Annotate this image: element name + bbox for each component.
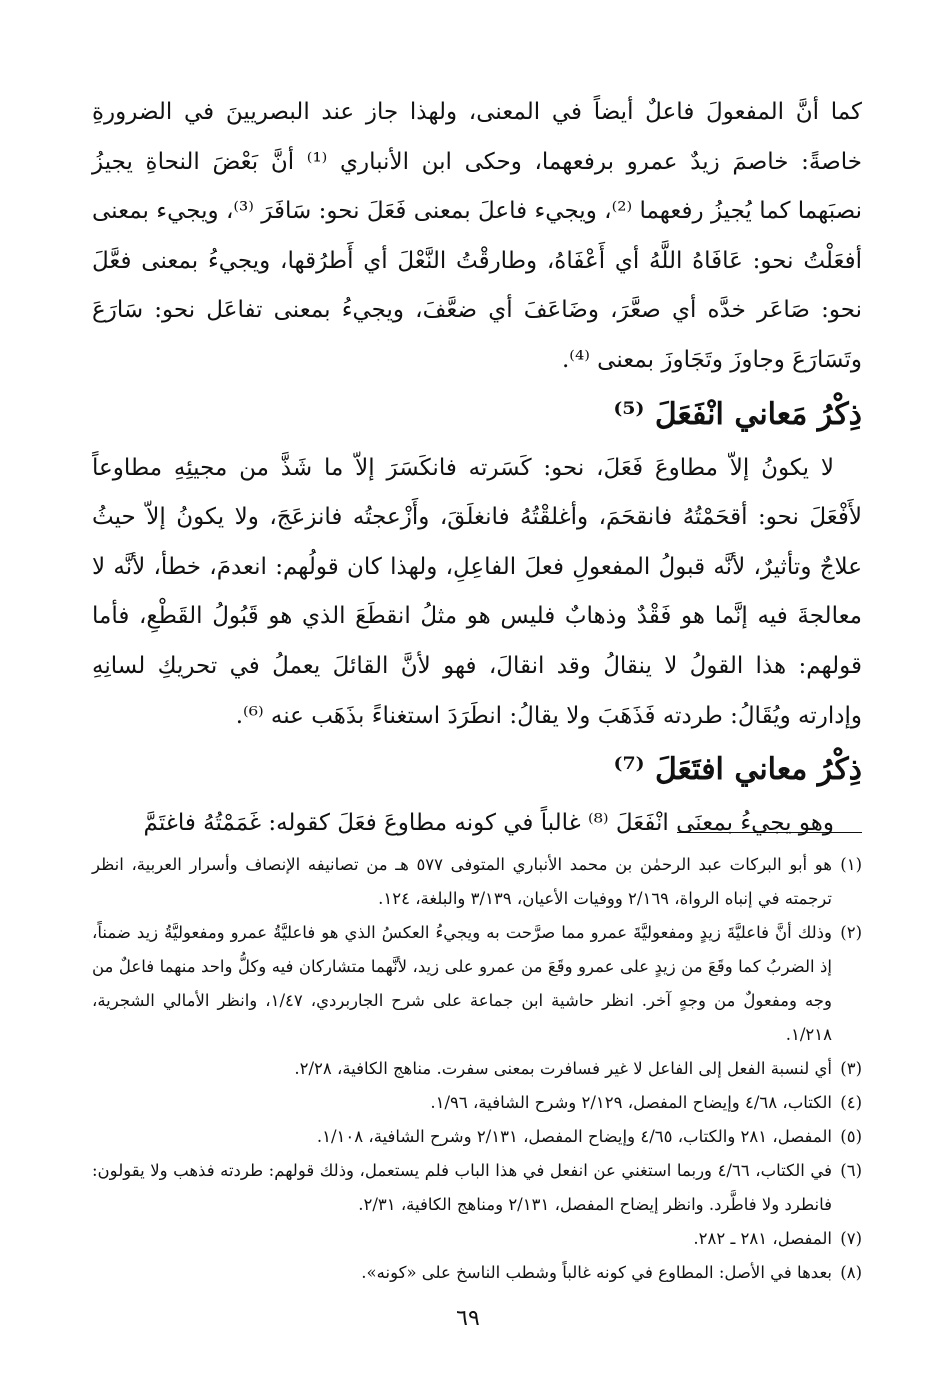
paragraph-infa-ala: لا يكونُ إلاّ مطاوعَ فَعَلَ، نحو: كَسَرته فانكَسَرَ إلاّ ما شَذَّ من مجيئِهِ مطاوعاً لأَفْعَلَ نحو: أقحَمْتُهُ فانقحَمَ، وأغلقْتُهُ فانغلَقَ، وأَزْعجتُه فانزعَجَ، ولا يكونُ إلاّ حيثُ علاجٌ وتأثيرٌ، لأنَّه قبولُ المفعولِ فعلَ الفاعِلِ، ولهذا كان قولُهم: انعدمَ، خطأ، لأنَّه لا معالجةَ فيه إنَّما هو فَقْدٌ وذهابٌ فليس هو مثلُ انقطَعَ الذي هو قَبُولُ القَطْعِ، فأما قولهم: هذا القولُ لا ينقالُ وقد انقالَ، فهو لأنَّ القائلَ يعملُ في تحريكِ لسانِهِ وإدارته ويُقَالُ: طردته فَذَهَبَ ولا يقالُ: انطَرَدَ استغناءً بذَهَب عنه ⁽⁶⁾. xyxy=(92,454,862,729)
footnote-8 xyxy=(92,1256,862,1290)
footnote-number: (٢) xyxy=(840,923,862,942)
footnote-text: المفصل، ٢٨١ ـ ٢٨٢. xyxy=(693,1229,832,1248)
section-heading-infa-ala: ذِكْرُ مَعاني انْفَعَلَ ⁽⁵⁾ xyxy=(613,396,862,432)
footnote-text: بعدها في الأصل: المطاوع في كونه غالباً وشطب الناسخ على «كونه». xyxy=(361,1263,832,1282)
footnote-7 xyxy=(92,1222,862,1256)
footnote-text: الكتاب، ٤/٦٨ وإيضاح المفصل، ٢/١٢٩ وشرح الشافية، ١/٩٦. xyxy=(430,1093,832,1112)
footnote-text: هو أبو البركات عبد الرحمٰن بن محمد الأنباري المتوفى ٥٧٧ هـ من تصانيفه الإنصاف وأسرار العربية، انظر ترجمته في إنباه الرواة، ٢/١٦٩ ووفيات الأعيان، ٣/١٣٩ والبلغة، ١٢٤. xyxy=(92,855,832,908)
footnote-text: المفصل، ٢٨١ والكتاب، ٤/٦٥ وإيضاح المفصل، ٢/١٣١ وشرح الشافية، ١/١٠٨. xyxy=(316,1127,832,1146)
footnote-separator xyxy=(677,832,862,833)
footnote-1 xyxy=(92,848,862,916)
footnote-number: (٧) xyxy=(840,1229,862,1248)
footnote-text: أي لنسبة الفعل إلى الفاعل لا غير فسافرت بمعنى سفرت. مناهج الكافية، ٢/٢٨. xyxy=(294,1059,832,1078)
paragraph-ifta-ala: وهو يجيءُ بمعنَى انْفَعَلَ ⁽⁸⁾ غالباً في كونه مطاوعَ فعَلَ كقوله: غَمَمْتُهُ فاغتَمَّ xyxy=(143,810,834,837)
paragraph-faa-ala-meanings: كما أنَّ المفعولَ فاعلٌ أيضاً في المعنى، ولهذا جاز عند البصريينَ في الضرورةِ خاصةً: خاصمَ زيدٌ عمرو برفعهما، وحكى ابن الأنباري ⁽¹⁾ أنَّ بَعْضَ النحاةِ يجيزُ نصبَهما كما يُجيزُ رفعهما ⁽²⁾، ويجيء فاعلَ بمعنى فَعَلَ نحو: سَافَرَ ⁽³⁾، ويجيء بمعنى أفعَلْتُ نحو: عَافَاهُ اللَّهُ أي أَعْفَاهُ، وطارقْتُ النَّعْلَ أي أَطرُقها، ويجيءُ بمعنى فعَّلَ نحو: صَاعَر خدَّه أي صعَّرَ، وضَاعَفَ أي ضعَّفَ، ويجيءُ بمعنى تفاعَل نحو: سَارَعَ وتَسَارَعَ وجاوزَ وتَجَاوزَ بمعنى ⁽⁴⁾. xyxy=(92,99,862,373)
footnote-3 xyxy=(92,1052,862,1086)
footnote-number: (٥) xyxy=(840,1127,862,1146)
footnote-text: وذلك أنَّ فاعليَّةَ زيدٍ ومفعوليَّةَ عمرو مما صرَّحت به ويجيءُ العكسُ الذي هو فاعليَّةُ عمرو ومفعوليَّةُ زيد ضمناً، إذ الضربُ كما وقَعَ من زيدٍ على عمرو وقَعَ من عمرو على زيد، لأنَّهما متشاركان فيه وكلُّ واحد منهما فاعلٌ من وجه ومفعولٌ من وجهٍ آخر. انظر حاشية ابن جماعة على شرح الجاربردي، ١/٤٧، وانظر الأمالي الشجرية، ١/٢١٨. xyxy=(92,923,832,1044)
footnote-4 xyxy=(92,1086,862,1120)
footnote-number: (٣) xyxy=(840,1059,862,1078)
main-text xyxy=(92,88,862,849)
page-number: ٦٩ xyxy=(456,1306,480,1331)
footnote-number: (٤) xyxy=(840,1093,862,1112)
footnote-2 xyxy=(92,916,862,1052)
footnote-number: (١) xyxy=(840,855,862,874)
footnote-number: (٦) xyxy=(840,1161,862,1180)
footnotes xyxy=(92,848,862,1290)
section-heading-ifta-ala: ذِكْرُ معاني افتَعَلَ ⁽⁷⁾ xyxy=(613,752,862,788)
footnote-6 xyxy=(92,1154,862,1222)
footnote-5 xyxy=(92,1120,862,1154)
footnote-number: (٨) xyxy=(840,1263,862,1282)
footnote-text: في الكتاب، ٤/٦٦ وربما استغني عن انفعل في هذا الباب فلم يستعمل، وذلك قولهم: طردته فذهب ولا يقولون: فانطرد ولا فاطَّرد. وانظر إيضاح المفصل، ٢/١٣١ ومناهج الكافية، ٢/٣١. xyxy=(92,1161,833,1214)
